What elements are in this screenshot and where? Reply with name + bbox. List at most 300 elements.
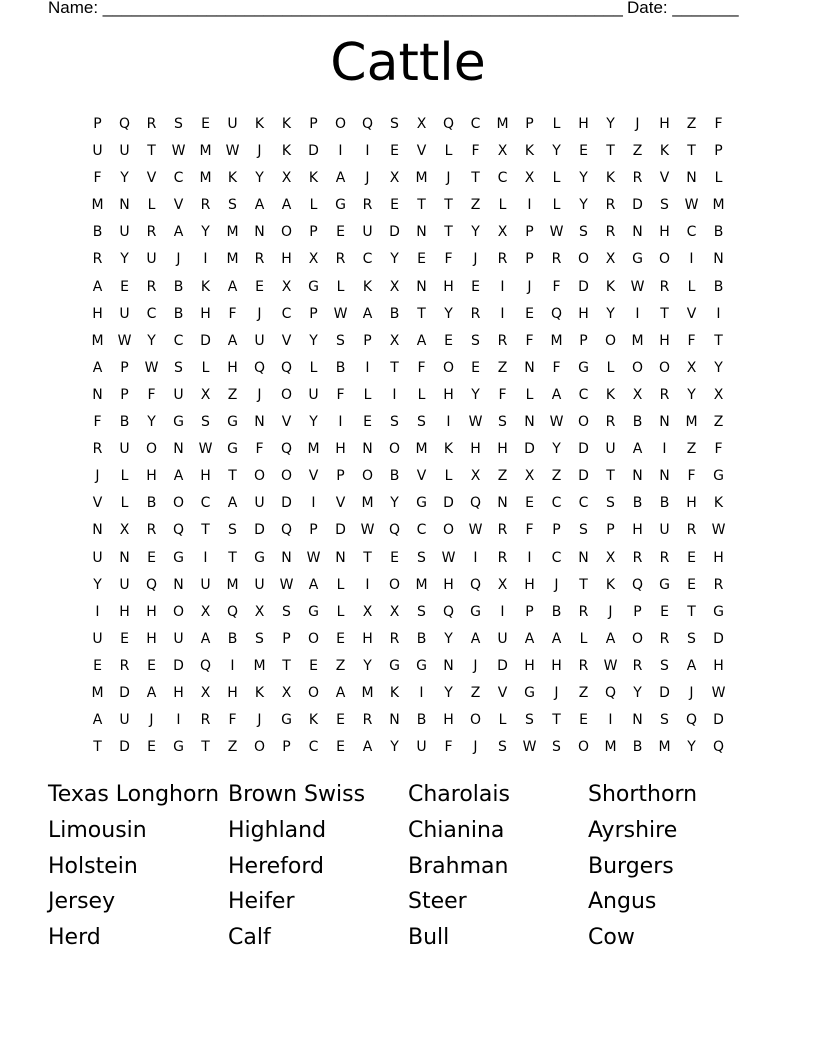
grid-cell: T <box>660 305 669 322</box>
grid-cell: O <box>442 522 455 539</box>
grid-cell: B <box>713 224 724 241</box>
grid-cell: F <box>147 386 156 403</box>
grid-cell: E <box>417 251 426 268</box>
grid-cell: R <box>551 251 562 268</box>
grid-cell: D <box>119 739 130 756</box>
grid-cell: K <box>659 143 670 160</box>
grid-cell: B <box>389 468 400 485</box>
grid-cell: G <box>227 441 238 458</box>
grid-cell: G <box>713 603 724 620</box>
grid-cell: E <box>336 739 345 756</box>
grid-cell: J <box>446 170 451 187</box>
grid-cell: E <box>687 576 696 593</box>
grid-cell: E <box>525 495 534 512</box>
grid-cell: V <box>281 414 292 431</box>
grid-cell: Y <box>309 414 318 431</box>
grid-cell: Z <box>497 468 508 485</box>
grid-cell: W <box>306 549 321 566</box>
grid-cell: O <box>145 441 158 458</box>
grid-cell: L <box>714 170 723 187</box>
grid-cell: A <box>524 630 535 647</box>
grid-cell: A <box>335 170 346 187</box>
grid-cell: R <box>92 441 103 458</box>
grid-cell: X <box>497 224 508 241</box>
grid-cell: P <box>120 359 129 376</box>
grid-cell: H <box>443 576 454 593</box>
grid-cell: T <box>471 170 480 187</box>
grid-cell: G <box>659 576 670 593</box>
name-field-label: Name: _______________________________________________________ <box>48 0 623 17</box>
grid-cell: I <box>365 359 370 376</box>
grid-cell: K <box>308 712 319 729</box>
grid-cell: L <box>552 170 561 187</box>
grid-cell: I <box>608 712 613 729</box>
grid-cell: H <box>524 576 535 593</box>
grid-cell: R <box>659 386 670 403</box>
grid-cell: H <box>200 305 211 322</box>
grid-cell: H <box>470 441 481 458</box>
grid-cell: H <box>443 278 454 295</box>
grid-cell: U <box>119 712 130 729</box>
grid-cell: A <box>308 576 319 593</box>
grid-cell: X <box>389 278 400 295</box>
grid-cell: J <box>473 251 478 268</box>
grid-cell: E <box>201 116 210 132</box>
grid-cell: G <box>389 657 400 674</box>
grid-cell: U <box>119 143 130 160</box>
grid-cell: C <box>281 305 292 322</box>
grid-cell: A <box>146 684 157 701</box>
grid-cell: X <box>524 468 535 485</box>
grid-cell: M <box>91 197 104 214</box>
grid-cell: C <box>686 224 697 241</box>
date-field-label: Date: _______ <box>627 0 739 17</box>
grid-cell: R <box>146 278 157 295</box>
grid-cell: Y <box>471 224 480 241</box>
grid-cell: S <box>390 116 399 132</box>
grid-cell: M <box>631 332 644 349</box>
grid-cell: H <box>227 684 238 701</box>
grid-cell: R <box>146 522 157 539</box>
grid-cell: E <box>309 657 318 674</box>
grid-cell: P <box>363 332 372 349</box>
grid-cell: O <box>172 603 185 620</box>
grid-cell: F <box>552 278 561 295</box>
grid-cell: I <box>716 305 721 322</box>
grid-cell: R <box>605 414 616 431</box>
grid-cell: F <box>93 170 102 187</box>
grid-cell: F <box>525 522 534 539</box>
grid-cell: C <box>362 251 373 268</box>
grid-cell: B <box>146 495 157 512</box>
grid-cell: G <box>335 197 346 214</box>
grid-cell: I <box>203 251 208 268</box>
grid-cell: G <box>308 603 319 620</box>
grid-cell: N <box>119 197 130 214</box>
grid-cell: X <box>524 170 535 187</box>
grid-cell: P <box>606 522 615 539</box>
grid-cell: Y <box>93 576 102 593</box>
grid-cell: S <box>174 116 183 132</box>
grid-cell: J <box>257 386 262 403</box>
grid-cell: W <box>198 441 213 458</box>
grid-cell: D <box>119 684 130 701</box>
grid-cell: I <box>527 549 532 566</box>
grid-cell: S <box>525 712 534 729</box>
word-list-item: Hereford <box>228 853 325 879</box>
grid-cell: K <box>227 170 238 187</box>
grid-cell: S <box>417 603 426 620</box>
grid-cell: V <box>686 305 697 322</box>
grid-cell: G <box>416 495 427 512</box>
grid-cell: Y <box>444 684 453 701</box>
grid-cell: F <box>525 332 534 349</box>
grid-cell: H <box>92 305 103 322</box>
grid-cell: J <box>95 468 100 485</box>
grid-cell: H <box>146 468 157 485</box>
grid-cell: P <box>552 522 561 539</box>
grid-cell: J <box>554 684 559 701</box>
grid-cell: Y <box>606 305 615 322</box>
grid-cell: K <box>713 495 724 512</box>
grid-cell: H <box>335 441 346 458</box>
grid-cell: R <box>632 549 643 566</box>
grid-cell: W <box>360 522 375 539</box>
grid-cell: M <box>199 143 212 160</box>
grid-cell: U <box>146 251 157 268</box>
grid-cell: O <box>577 739 590 756</box>
grid-cell: U <box>119 441 130 458</box>
grid-cell: N <box>254 224 265 241</box>
grid-cell: Q <box>550 305 563 322</box>
grid-cell: X <box>605 251 616 268</box>
grid-cell: U <box>362 224 373 241</box>
grid-cell: S <box>228 197 237 214</box>
grid-cell: P <box>309 224 318 241</box>
grid-cell: C <box>578 495 589 512</box>
word-list <box>48 777 768 956</box>
grid-cell: R <box>200 712 211 729</box>
grid-cell: E <box>147 739 156 756</box>
grid-cell: D <box>578 441 589 458</box>
grid-cell: S <box>255 630 264 647</box>
grid-cell: Z <box>686 441 697 458</box>
grid-cell: B <box>389 305 400 322</box>
grid-cell: O <box>334 116 347 132</box>
grid-cell: R <box>335 251 346 268</box>
grid-cell: T <box>417 305 426 322</box>
grid-cell: T <box>228 468 237 485</box>
grid-cell: E <box>336 224 345 241</box>
grid-cell: M <box>253 657 266 674</box>
grid-cell: S <box>552 739 561 756</box>
grid-cell: A <box>470 630 481 647</box>
grid-cell: M <box>685 414 698 431</box>
grid-cell: B <box>551 603 562 620</box>
grid-cell: R <box>632 657 643 674</box>
grid-cell: G <box>173 739 184 756</box>
grid-cell: E <box>147 657 156 674</box>
grid-cell: Q <box>361 116 374 132</box>
grid-cell: Y <box>444 305 453 322</box>
grid-cell: D <box>335 522 346 539</box>
grid-cell: H <box>227 359 238 376</box>
grid-cell: O <box>658 359 671 376</box>
grid-cell: Y <box>552 441 561 458</box>
grid-cell: H <box>362 630 373 647</box>
grid-cell: I <box>365 576 370 593</box>
grid-cell: F <box>336 386 345 403</box>
word-list-item: Calf <box>228 925 271 951</box>
grid-cell: N <box>524 359 535 376</box>
grid-cell: F <box>552 359 561 376</box>
grid-cell: Y <box>444 630 453 647</box>
word-list-item: Herd <box>48 925 101 951</box>
grid-cell: Z <box>470 197 481 214</box>
grid-cell: S <box>660 657 669 674</box>
grid-cell: H <box>200 468 211 485</box>
word-list-item: Burgers <box>588 853 674 879</box>
grid-cell: S <box>687 630 696 647</box>
grid-cell: G <box>227 414 238 431</box>
grid-cell: X <box>254 603 265 620</box>
grid-cell: E <box>255 278 264 295</box>
grid-cell: K <box>254 116 265 132</box>
grid-cell: H <box>578 116 589 132</box>
grid-cell: F <box>444 739 453 756</box>
grid-cell: Q <box>199 657 212 674</box>
grid-cell: R <box>659 278 670 295</box>
grid-cell: I <box>365 143 370 160</box>
grid-cell: Q <box>226 603 239 620</box>
grid-cell: J <box>149 712 154 729</box>
grid-cell: Y <box>633 684 642 701</box>
grid-cell: M <box>361 495 374 512</box>
grid-cell: U <box>254 332 265 349</box>
grid-cell: O <box>253 468 266 485</box>
grid-cell: W <box>630 278 645 295</box>
grid-cell: I <box>338 414 343 431</box>
grid-cell: X <box>497 143 508 160</box>
grid-cell: L <box>525 386 534 403</box>
grid-cell: B <box>335 359 346 376</box>
grid-cell: N <box>173 576 184 593</box>
grid-cell: R <box>146 224 157 241</box>
grid-cell: N <box>416 224 427 241</box>
grid-cell: F <box>93 414 102 431</box>
grid-cell: O <box>577 414 590 431</box>
grid-cell: U <box>119 305 130 322</box>
word-list-item: Cow <box>588 925 635 951</box>
grid-cell: S <box>417 549 426 566</box>
grid-cell: O <box>658 251 671 268</box>
grid-cell: Y <box>309 332 318 349</box>
grid-cell: G <box>308 278 319 295</box>
grid-cell: E <box>471 278 480 295</box>
grid-cell: H <box>146 630 157 647</box>
word-list-item: Chianina <box>408 817 505 843</box>
grid-cell: E <box>93 657 102 674</box>
grid-cell: O <box>280 224 293 241</box>
grid-cell: E <box>336 712 345 729</box>
grid-cell: F <box>498 386 507 403</box>
grid-cell: P <box>714 143 723 160</box>
grid-cell: T <box>606 468 615 485</box>
grid-cell: Y <box>390 251 399 268</box>
grid-cell: H <box>524 657 535 674</box>
grid-cell: T <box>390 359 399 376</box>
grid-cell: W <box>549 224 564 241</box>
grid-cell: M <box>496 116 509 132</box>
grid-cell: I <box>203 549 208 566</box>
grid-cell: R <box>470 305 481 322</box>
grid-cell: U <box>200 576 211 593</box>
grid-cell: R <box>659 630 670 647</box>
grid-cell: U <box>227 116 238 132</box>
grid-cell: S <box>282 603 291 620</box>
grid-cell: C <box>308 739 319 756</box>
grid-cell: U <box>92 549 103 566</box>
grid-cell: M <box>550 332 563 349</box>
grid-cell: A <box>227 332 238 349</box>
grid-cell: E <box>579 712 588 729</box>
grid-cell: S <box>660 197 669 214</box>
grid-cell: J <box>554 576 559 593</box>
grid-cell: M <box>307 441 320 458</box>
grid-cell: E <box>120 278 129 295</box>
grid-cell: Z <box>551 468 562 485</box>
grid-cell: W <box>522 739 537 756</box>
grid-cell: M <box>604 739 617 756</box>
word-list-item: Bull <box>408 925 450 951</box>
grid-cell: F <box>228 712 237 729</box>
grid-cell: Q <box>253 359 266 376</box>
grid-cell: N <box>119 549 130 566</box>
grid-cell: O <box>280 468 293 485</box>
grid-cell: I <box>95 603 100 620</box>
grid-cell: A <box>173 468 184 485</box>
grid-cell: U <box>173 630 184 647</box>
grid-cell: F <box>228 305 237 322</box>
grid-cell: T <box>147 143 156 160</box>
grid-cell: G <box>524 684 535 701</box>
grid-cell: L <box>687 278 696 295</box>
grid-cell: L <box>120 495 129 512</box>
grid-cell: J <box>635 116 640 132</box>
grid-cell: U <box>416 739 427 756</box>
grid-cell: M <box>712 197 725 214</box>
grid-cell: D <box>659 684 670 701</box>
grid-cell: G <box>254 549 265 566</box>
grid-cell: S <box>579 522 588 539</box>
grid-cell: H <box>713 657 724 674</box>
grid-cell: W <box>333 305 348 322</box>
grid-cell: W <box>279 576 294 593</box>
grid-cell: L <box>363 386 372 403</box>
grid-cell: Z <box>632 143 643 160</box>
grid-cell: S <box>228 522 237 539</box>
grid-cell: O <box>388 441 401 458</box>
grid-cell: F <box>417 359 426 376</box>
grid-cell: B <box>632 739 643 756</box>
grid-cell: E <box>579 143 588 160</box>
grid-cell: Q <box>712 739 725 756</box>
grid-cell: O <box>280 386 293 403</box>
grid-cell: W <box>171 143 186 160</box>
grid-cell: A <box>227 278 238 295</box>
grid-cell: B <box>632 495 643 512</box>
grid-cell: C <box>200 495 211 512</box>
grid-cell: I <box>311 495 316 512</box>
grid-cell: P <box>282 739 291 756</box>
grid-cell: B <box>416 630 427 647</box>
letter-grid <box>84 111 732 761</box>
grid-cell: G <box>281 712 292 729</box>
grid-cell: F <box>714 116 723 132</box>
grid-cell: T <box>579 576 588 593</box>
grid-cell: V <box>92 495 103 512</box>
grid-cell: Q <box>280 441 293 458</box>
grid-cell: M <box>199 170 212 187</box>
grid-cell: H <box>686 495 697 512</box>
grid-cell: E <box>687 549 696 566</box>
grid-cell: M <box>91 684 104 701</box>
grid-cell: H <box>659 332 670 349</box>
grid-cell: N <box>659 414 670 431</box>
grid-cell: B <box>173 305 184 322</box>
grid-cell: L <box>336 576 345 593</box>
grid-cell: J <box>608 603 613 620</box>
grid-cell: M <box>226 251 239 268</box>
grid-cell: D <box>713 712 724 729</box>
grid-cell: W <box>441 549 456 566</box>
grid-cell: V <box>659 170 670 187</box>
grid-cell: P <box>525 224 534 241</box>
grid-cell: O <box>307 684 320 701</box>
grid-cell: P <box>282 630 291 647</box>
grid-cell: C <box>173 332 184 349</box>
grid-cell: B <box>713 278 724 295</box>
grid-cell: W <box>144 359 159 376</box>
grid-cell: A <box>254 197 265 214</box>
grid-cell: L <box>120 468 129 485</box>
grid-cell: A <box>227 495 238 512</box>
grid-cell: T <box>417 197 426 214</box>
grid-cell: L <box>444 143 453 160</box>
grid-cell: P <box>120 386 129 403</box>
grid-cell: H <box>659 116 670 132</box>
grid-cell: T <box>363 549 372 566</box>
grid-cell: N <box>524 414 535 431</box>
grid-cell: D <box>524 441 535 458</box>
grid-cell: X <box>119 522 130 539</box>
grid-cell: Y <box>201 224 210 241</box>
grid-cell: H <box>443 712 454 729</box>
grid-cell: W <box>684 197 699 214</box>
grid-cell: P <box>579 332 588 349</box>
grid-cell: Y <box>687 739 696 756</box>
grid-cell: Q <box>469 576 482 593</box>
word-list-item: Shorthorn <box>588 782 698 807</box>
grid-cell: O <box>631 359 644 376</box>
grid-cell: Y <box>687 386 696 403</box>
grid-cell: E <box>525 305 534 322</box>
grid-cell: A <box>551 386 562 403</box>
grid-cell: U <box>605 441 616 458</box>
grid-cell: T <box>687 143 696 160</box>
grid-cell: L <box>309 197 318 214</box>
grid-cell: S <box>336 332 345 349</box>
